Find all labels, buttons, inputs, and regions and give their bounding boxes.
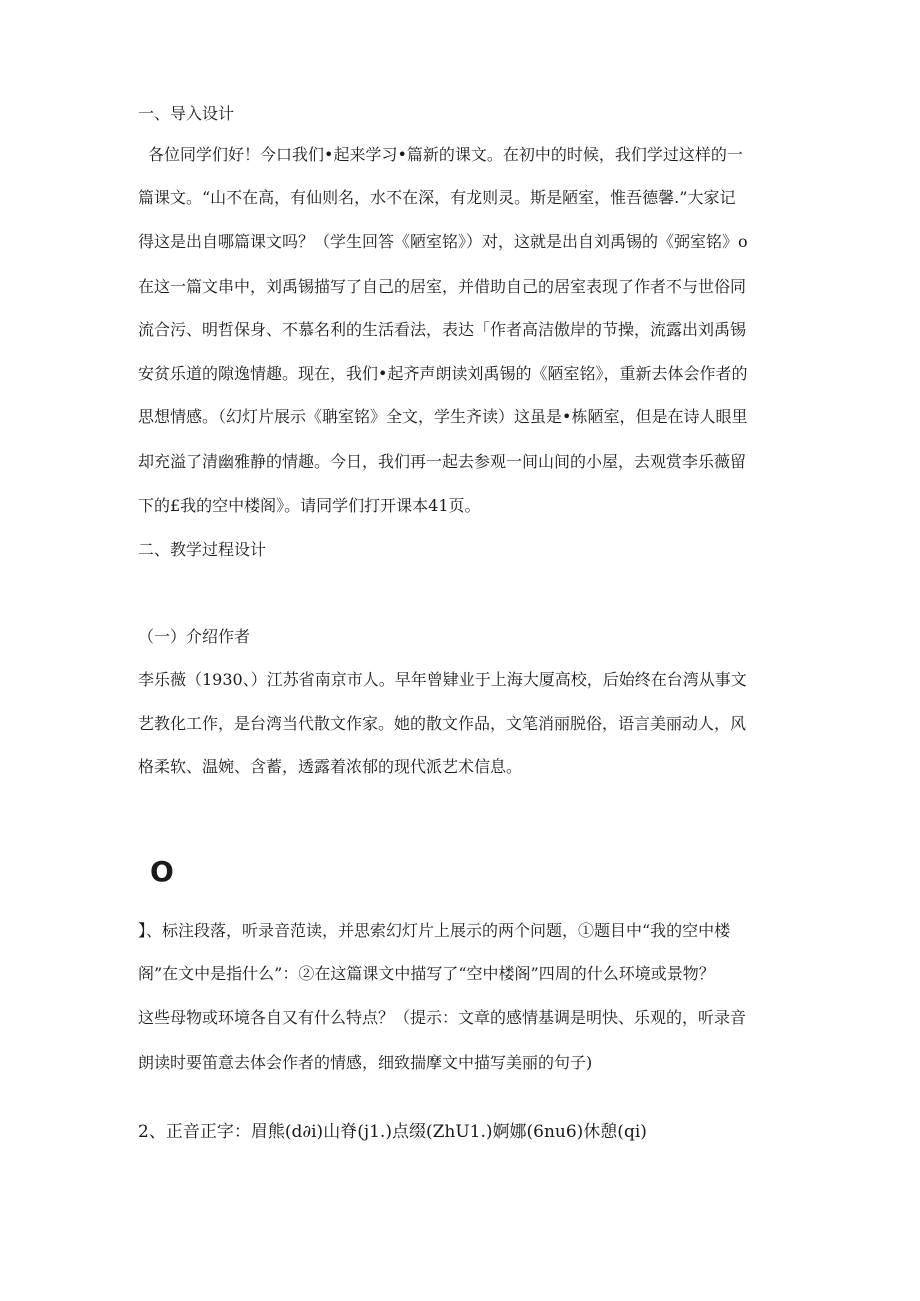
task-line: 阁”在文中是指什么”：②在这篇课文中描写了“空中楼阁”四周的什么环境或景物？ bbox=[138, 964, 715, 983]
author-line: 李乐薇（1930、）江苏省南京市人。早年曾肄业于上海大厦高校，后始终在台湾从事文 bbox=[138, 670, 747, 689]
task-line: 】、标注段落，听录音范读，并思索幻灯片上展示的两个问题，①题目中“我的空中楼 bbox=[138, 921, 731, 940]
paragraph-line: 思想情感。（幻灯片展示《聃室铭》全文，学生齐读）这虽是•栋陋室，但是在诗人眼里 bbox=[138, 407, 748, 426]
section-heading-intro: 一、导入设计 bbox=[138, 104, 235, 123]
paragraph-line: 在这一篇文串中，刘禹锡描写了自己的居室，并借助自己的居室表现了作者不与世俗同 bbox=[138, 277, 747, 296]
subsection-heading-author: （一）介绍作者 bbox=[138, 627, 251, 646]
task-line: 这些母物或环境各自又有什么特点？（提示：文章的感情基调是明快、乐观的，听录音 bbox=[138, 1008, 747, 1027]
author-line: 艺教化工作，是台湾当代散文作家。她的散文作品，文笔消丽脱俗，语言美丽动人，风 bbox=[138, 714, 747, 733]
paragraph-line: 各位同学们好！今口我们•起来学习•篇新的课文。在初中的时候，我们学过这样的一 bbox=[148, 145, 743, 164]
paragraph-line: 却充溢了清幽雅静的情趣。今日，我们再一起去参观一间山间的小屋，去观赏李乐薇留 bbox=[138, 452, 747, 471]
paragraph-line: 安贫乐道的隙逸情趣。现在，我们•起齐声朗读刘禹锡的《陋室铭》，重新去体会作者的 bbox=[138, 364, 748, 383]
section-heading-process: 二、教学过程设计 bbox=[138, 540, 267, 559]
pinyin-line: 2、正音正字：眉熊(d∂i)山脊(j1.)点缀(ZhU1.)婀娜(6nu6)休憩(qi) bbox=[138, 1122, 647, 1142]
paragraph-line: 得这是出自哪篇课文吗？（学生回答《陋室铭》）对，这就是出自刘禹锡的《弼室铭》o bbox=[138, 232, 748, 251]
circle-mark: O bbox=[150, 855, 174, 888]
author-line: 格柔软、温婉、含蓄，透露着浓郁的现代派艺术信息。 bbox=[138, 757, 523, 776]
task-line: 朗读时要笛意去体会作者的情感，细致揣摩文中描写美丽的句子) bbox=[138, 1053, 593, 1072]
paragraph-line: 流合污、明哲保身、不慕名利的生活看法，表达「作者高洁傲岸的节操，流露出刘禹锡 bbox=[138, 320, 747, 339]
paragraph-line: 篇课文。“山不在高，有仙则名，水不在深，有龙则灵。斯是陋室，惟吾德馨.”大家记 bbox=[138, 188, 736, 207]
paragraph-line: 下的£我的空中楼阁》。请同学们打开课本41页。 bbox=[138, 496, 481, 515]
